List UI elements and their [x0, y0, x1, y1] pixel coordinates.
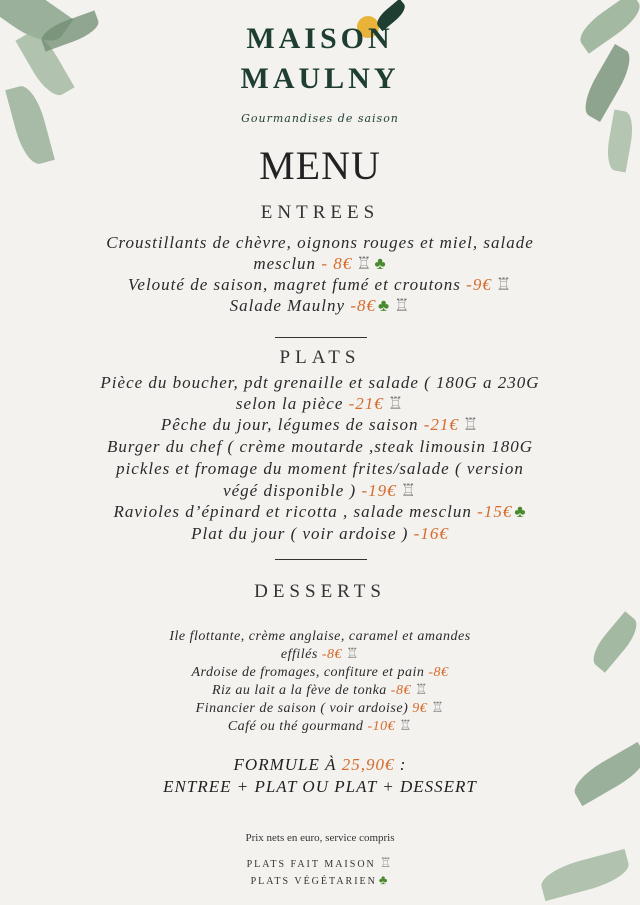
item-price: - 8€	[316, 254, 353, 273]
broccoli-icon: ♣	[514, 502, 527, 521]
section-title-entrees: ENTREES	[260, 202, 380, 223]
formula-price-line: FORMULE À 25,90€ :	[233, 755, 407, 774]
menu-title: MENU	[259, 143, 381, 188]
menu-item: Café ou thé gourmand -10€ ♖	[227, 719, 413, 734]
brand-tagline: Gourmandises de saison	[241, 112, 399, 125]
chef-hat-icon: ♖	[495, 275, 513, 294]
menu-item: Ardoise de fromages, confiture et pain -8€	[191, 665, 449, 680]
item-price: -8€	[424, 665, 449, 680]
broccoli-icon: ♣	[377, 296, 391, 315]
item-price: 9€	[408, 701, 428, 716]
menu-item: Ravioles d’épinard et ricotta , salade mesclun -15€ ♣	[113, 502, 527, 521]
item-price: -8€	[317, 647, 343, 662]
chef-hat-icon: ♖	[400, 481, 417, 500]
chef-hat-icon: ♖	[387, 394, 405, 413]
chef-hat-icon: ♖	[346, 647, 360, 662]
legend-vegetarian: PLATS VÉGÉTARIEN ♣	[250, 872, 390, 887]
section-divider	[275, 559, 367, 560]
menu-item: selon la pièce -21€ ♖	[235, 394, 405, 413]
formula-description: ENTREE + PLAT OU PLAT + DESSERT	[163, 777, 477, 796]
menu-item: mesclun - 8€ ♖ ♣	[253, 254, 387, 273]
item-price: -15€	[471, 502, 513, 521]
item-price: -8€	[386, 683, 411, 698]
formula-price: 25,90€	[341, 755, 395, 774]
chef-hat-icon: ♖	[394, 296, 411, 315]
brand-name-line2: MAULNY	[240, 62, 400, 95]
item-price: -21€	[343, 394, 384, 413]
item-price: -10€	[363, 719, 396, 734]
chef-hat-icon: ♖	[414, 683, 429, 698]
item-price: -19€	[356, 481, 397, 500]
broccoli-icon: ♣	[374, 254, 387, 273]
chef-hat-icon: ♖	[379, 855, 394, 870]
menu-item: Salade Maulny -8€ ♣ ♖	[229, 296, 411, 315]
menu-item: Pièce du boucher, pdt grenaille et salade ( 180G a 230G	[100, 373, 540, 392]
section-title-desserts: DESSERTS	[254, 581, 386, 602]
menu-item: Ile flottante, crème anglaise, caramel et amandes	[169, 629, 471, 644]
broccoli-icon: ♣	[378, 872, 390, 887]
legend-house-made: PLATS FAIT MAISON ♖	[246, 855, 394, 870]
menu-item: pickles et fromage du moment frites/salade ( version	[116, 459, 524, 478]
menu-item: végé disponible ) -19€ ♖	[223, 481, 417, 500]
menu-item: effilés -8€ ♖	[280, 647, 360, 662]
menu-item: Velouté de saison, magret fumé et croutons -9€ ♖	[127, 275, 513, 294]
item-price: -16€	[408, 524, 449, 543]
price-note: Prix nets en euro, service compris	[245, 832, 395, 844]
item-price: -9€	[460, 275, 492, 294]
menu-item: Riz au lait a la fève de tonka -8€ ♖	[211, 683, 429, 698]
chef-hat-icon: ♖	[399, 719, 413, 734]
section-divider	[275, 337, 367, 338]
section-title-plats: PLATS	[279, 347, 361, 368]
item-price: -21€	[418, 415, 459, 434]
brand-name-line1: MAISON	[246, 22, 394, 55]
chef-hat-icon: ♖	[462, 415, 480, 434]
chef-hat-icon: ♖	[431, 701, 445, 716]
menu-item: Financier de saison ( voir ardoise) 9€ ♖	[195, 701, 445, 716]
menu-item: Croustillants de chèvre, oignons rouges et miel, salade	[106, 233, 534, 252]
menu-item: Burger du chef ( crème moutarde ,steak limousin 180G	[106, 437, 534, 456]
item-price: -8€	[345, 296, 376, 315]
menu-item: Plat du jour ( voir ardoise ) -16€	[191, 524, 449, 543]
menu-item: Pêche du jour, légumes de saison -21€ ♖	[160, 415, 480, 434]
chef-hat-icon: ♖	[356, 254, 373, 273]
